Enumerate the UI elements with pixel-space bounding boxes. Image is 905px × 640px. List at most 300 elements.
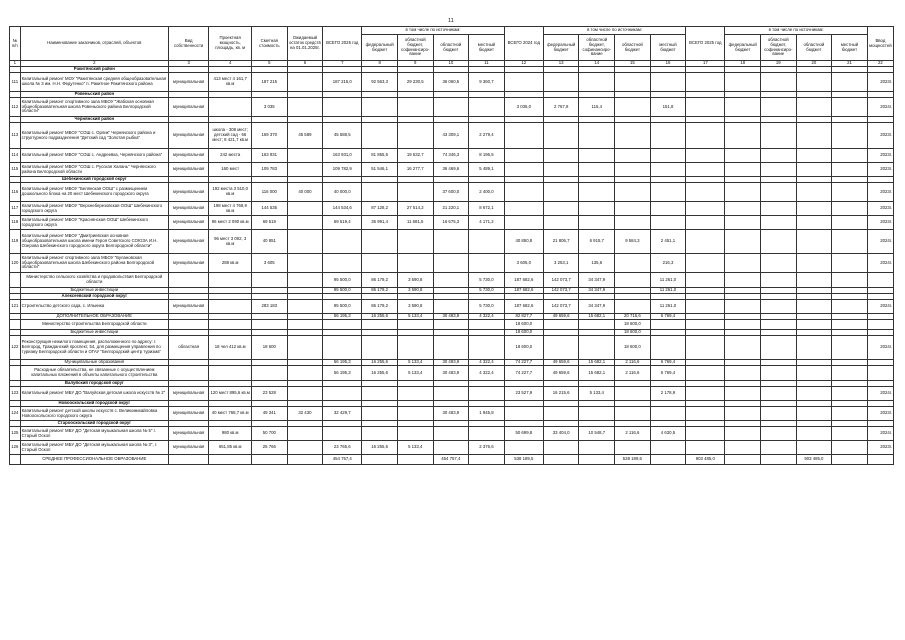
value-col-13 <box>543 149 579 163</box>
column-number: 15 <box>615 61 651 67</box>
value-col-7 <box>323 230 362 254</box>
object-name: Капитальный ремонт МБОУ "СОШ с. Русская Халань" Чернянского района Белгородской области <box>20 163 168 177</box>
value-col-8: 87 128,2 <box>362 202 398 216</box>
value-col-13: 142 073,7 <box>543 273 579 288</box>
capacity: 242 места <box>209 149 252 163</box>
value-col-16: 6 769,4 <box>650 366 686 381</box>
row-number: 119 <box>10 230 21 254</box>
value-col-7 <box>323 387 362 401</box>
value-col-16: 11 261,0 <box>650 300 686 314</box>
value-col-16: 6 769,4 <box>650 360 686 366</box>
capacity: 40 мест 768,7 кв.м <box>209 407 252 421</box>
value-col-11: 5 730,0 <box>469 273 505 288</box>
value-col-20 <box>796 387 832 401</box>
summary-row <box>10 273 894 288</box>
capacity <box>209 320 252 330</box>
capacity: 18 чел 412 кв.м <box>209 336 252 360</box>
value-col-12: 187 682,6 <box>504 288 543 294</box>
value-col-16: 2 451,1 <box>650 230 686 254</box>
value-col-7: 56 195,3 <box>323 366 362 381</box>
estimated-cost: 187 215 <box>252 73 288 92</box>
value-col-15: 2 116,6 <box>615 360 651 366</box>
value-col-15 <box>615 300 651 314</box>
ownership: муниципальная <box>168 441 208 455</box>
value-col-19 <box>761 73 797 92</box>
header-no: № п/п <box>10 27 21 61</box>
value-col-14 <box>579 149 615 163</box>
value-col-14 <box>579 441 615 455</box>
value-col-7: 69 519,4 <box>323 216 362 230</box>
value-col-12 <box>504 216 543 230</box>
value-col-8: 86 179,2 <box>362 273 398 288</box>
value-col-17 <box>686 320 725 330</box>
value-col-10 <box>433 300 469 314</box>
estimated-cost: 40 851 <box>252 230 288 254</box>
ownership: муниципальная <box>168 387 208 401</box>
estimated-cost: 23 528 <box>252 387 288 401</box>
value-col-7: 40 000,0 <box>323 183 362 202</box>
value-col-21 <box>832 98 868 117</box>
table-row <box>10 441 894 455</box>
column-number: 7 <box>323 61 362 67</box>
value-col-15 <box>615 407 651 421</box>
table-row <box>10 407 894 421</box>
column-number: 13 <box>543 61 579 67</box>
row-number: 124 <box>10 407 21 421</box>
row-number <box>10 366 21 381</box>
value-col-11 <box>469 230 505 254</box>
object-name: Капитальный ремонт детской школы искусств с. Великомихайловка Новооскольского городского округа <box>20 407 168 421</box>
header-obl: областной бюджет <box>615 35 651 61</box>
object-name: Капитальный ремонт спортивного зала МБОУ "Булановская общеобразовательная школа Шебекинского района Белгородской области" <box>20 254 168 273</box>
header-fed: федеральный бюджет <box>725 35 761 61</box>
expected-remainder <box>287 366 323 381</box>
value-col-17 <box>686 123 725 149</box>
value-col-11: 8 196,5 <box>469 149 505 163</box>
value-col-11: 5 730,0 <box>469 288 505 294</box>
table-row <box>10 73 894 92</box>
value-col-20: 903 485,0 <box>796 455 832 465</box>
value-col-12: 538 189,5 <box>504 455 543 465</box>
commission-year <box>867 273 893 288</box>
estimated-cost: 169 370 <box>252 123 288 149</box>
summary-name: Бюджетные инвестиции <box>20 288 168 294</box>
value-col-21 <box>832 336 868 360</box>
value-col-16 <box>650 441 686 455</box>
value-col-11 <box>469 427 505 441</box>
expected-remainder <box>287 427 323 441</box>
value-col-10 <box>433 427 469 441</box>
capacity <box>209 98 252 117</box>
value-col-11: 9 360,7 <box>469 73 505 92</box>
column-number: 4 <box>209 61 252 67</box>
value-col-9: 27 514,2 <box>397 202 433 216</box>
value-col-15 <box>615 149 651 163</box>
value-col-12: 3 035,0 <box>504 98 543 117</box>
value-col-20 <box>796 216 832 230</box>
estimated-cost: 18 600 <box>252 336 288 360</box>
value-col-7 <box>323 254 362 273</box>
column-number: 2 <box>20 61 168 67</box>
value-col-7: 23 765,6 <box>323 441 362 455</box>
header-sources-2025: в том числе по источникам: <box>362 27 504 35</box>
value-col-18 <box>725 300 761 314</box>
value-col-13 <box>543 336 579 360</box>
value-col-21 <box>832 183 868 202</box>
value-col-16: 11 261,0 <box>650 288 686 294</box>
column-number: 20 <box>796 61 832 67</box>
value-col-9: 5 133,4 <box>397 314 433 320</box>
value-col-8: 16 255,6 <box>362 360 398 366</box>
table-header <box>10 27 894 67</box>
value-col-13: 3 253,1 <box>543 254 579 273</box>
commission-year: 2023г. <box>867 123 893 149</box>
estimated-cost: 144 535 <box>252 202 288 216</box>
value-col-18 <box>725 407 761 421</box>
row-number <box>10 455 21 465</box>
object-name: Капитальный ремонт МБУ ДО "Детская музыкальная школа № 3", г. Старый Оскол <box>20 441 168 455</box>
value-col-19 <box>761 98 797 117</box>
value-col-8 <box>362 336 398 360</box>
value-col-18 <box>725 427 761 441</box>
value-col-20 <box>796 427 832 441</box>
value-col-13: 49 659,6 <box>543 366 579 381</box>
header-total-2025: ВСЕГО 2025 год <box>323 27 362 61</box>
column-number: 1 <box>10 61 21 67</box>
value-col-21 <box>832 149 868 163</box>
value-col-20 <box>796 73 832 92</box>
object-name: Капитальный ремонт МБУ ДО "Валуйская детская школа искусств № 2" <box>20 387 168 401</box>
expected-remainder <box>287 300 323 314</box>
value-col-16: 4 630,5 <box>650 427 686 441</box>
commission-year: 2023г. <box>867 149 893 163</box>
value-col-20 <box>796 163 832 177</box>
value-col-19 <box>761 273 797 288</box>
value-col-13 <box>543 123 579 149</box>
value-col-15: 20 716,6 <box>615 314 651 320</box>
value-col-14: 5 133,4 <box>579 387 615 401</box>
value-col-9: 5 133,4 <box>397 441 433 455</box>
value-col-20 <box>796 320 832 330</box>
value-col-16 <box>650 216 686 230</box>
value-col-7: 163 931,0 <box>323 149 362 163</box>
capacity: 120 мест 895,6 кв.м <box>209 387 252 401</box>
value-col-9: 19 532,7 <box>397 149 433 163</box>
value-col-8 <box>362 183 398 202</box>
value-col-10 <box>433 254 469 273</box>
summary-row <box>10 455 894 465</box>
row-number: 120 <box>10 254 21 273</box>
value-col-11 <box>469 320 505 330</box>
value-col-13: 2 767,8 <box>543 98 579 117</box>
value-col-13 <box>543 202 579 216</box>
value-col-18 <box>725 216 761 230</box>
value-col-19 <box>761 441 797 455</box>
expected-remainder: 45 589 <box>287 123 323 149</box>
capacity: 96 мест 3 092, 3 кв.м <box>209 230 252 254</box>
value-col-11: 2 400,0 <box>469 183 505 202</box>
district-name: Чернянский район <box>20 117 168 123</box>
row-number: 121 <box>10 300 21 314</box>
value-col-15: 2 116,6 <box>615 427 651 441</box>
value-col-21 <box>832 202 868 216</box>
value-col-17 <box>686 273 725 288</box>
value-col-18 <box>725 366 761 381</box>
value-col-7 <box>323 320 362 330</box>
value-col-7 <box>323 336 362 360</box>
commission-year: 2023г. <box>867 407 893 421</box>
value-col-11: 4 322,4 <box>469 360 505 366</box>
object-name: Строительство детского сада, с. Ильинка <box>20 300 168 314</box>
value-col-18 <box>725 202 761 216</box>
column-number: 21 <box>832 61 868 67</box>
value-col-8 <box>362 123 398 149</box>
commission-year <box>867 366 893 381</box>
value-col-19 <box>761 455 797 465</box>
value-col-18 <box>725 123 761 149</box>
value-col-20 <box>796 300 832 314</box>
summary-name: Бюджетные инвестиции <box>20 330 168 336</box>
ownership: муниципальная <box>168 300 208 314</box>
value-col-20 <box>796 366 832 381</box>
object-name: Капитальный ремонт спортивного зала МБОУ "Жабская основная общеобразовательная школа Ровеньского района Белгородской области" <box>20 98 168 117</box>
ownership: муниципальная <box>168 254 208 273</box>
ownership: муниципальная <box>168 230 208 254</box>
value-col-17 <box>686 98 725 117</box>
row-number: 125 <box>10 427 21 441</box>
value-col-8: 86 179,2 <box>362 288 398 294</box>
value-col-11 <box>469 336 505 360</box>
ownership <box>168 273 208 288</box>
header-obl-cof: областной бюджет, софинансиро-вание <box>397 35 433 61</box>
value-col-21 <box>832 407 868 421</box>
ownership: муниципальная <box>168 427 208 441</box>
commission-year: 2023г. <box>867 73 893 92</box>
expected-remainder <box>287 149 323 163</box>
header-sources-2024: в том числе по источникам: <box>543 27 685 35</box>
value-col-16: 2 178,9 <box>650 387 686 401</box>
value-col-8 <box>362 98 398 117</box>
ownership: муниципальная <box>168 149 208 163</box>
value-col-17 <box>686 336 725 360</box>
value-col-10: 21 220,1 <box>433 202 469 216</box>
value-col-18 <box>725 163 761 177</box>
summary-name: СРЕДНЕЕ ПРОФЕССИОНАЛЬНОЕ ОБРАЗОВАНИЕ <box>20 455 168 465</box>
estimated-cost <box>252 455 288 465</box>
value-col-10 <box>433 441 469 455</box>
header-obl-cof: областной бюджет, софинансиро-вание <box>761 35 797 61</box>
value-col-21 <box>832 163 868 177</box>
value-col-15: 18 600,0 <box>615 336 651 360</box>
table-row <box>10 427 894 441</box>
value-col-17 <box>686 441 725 455</box>
value-col-8 <box>362 230 398 254</box>
estimated-cost: 3 605 <box>252 254 288 273</box>
value-col-15: 18 600,0 <box>615 330 651 336</box>
commission-year: 2024г. <box>867 254 893 273</box>
value-col-21 <box>832 320 868 330</box>
capacity: 160 мест <box>209 163 252 177</box>
value-col-10: 30 483,9 <box>433 366 469 381</box>
value-col-9: 16 277,7 <box>397 163 433 177</box>
commission-year: 2023г. <box>867 216 893 230</box>
district-name: Ровеньский район <box>20 92 168 98</box>
value-col-19 <box>761 366 797 381</box>
value-col-14: 10 548,7 <box>579 427 615 441</box>
value-col-18 <box>725 183 761 202</box>
value-col-13: 142 073,7 <box>543 300 579 314</box>
value-col-21 <box>832 427 868 441</box>
estimated-cost: 69 519 <box>252 216 288 230</box>
value-col-13 <box>543 183 579 202</box>
value-col-15 <box>615 73 651 92</box>
commission-year: 2023г. <box>867 183 893 202</box>
value-col-12: 18 600,0 <box>504 320 543 330</box>
value-col-14 <box>579 202 615 216</box>
value-col-14 <box>579 407 615 421</box>
value-col-15 <box>615 441 651 455</box>
value-col-14 <box>579 163 615 177</box>
value-col-17 <box>686 254 725 273</box>
row-number: 113 <box>10 123 21 149</box>
header-fed: федеральный бюджет <box>543 35 579 61</box>
value-col-18 <box>725 149 761 163</box>
value-col-8: 92 563,3 <box>362 73 398 92</box>
value-col-19 <box>761 183 797 202</box>
value-col-16 <box>650 73 686 92</box>
value-col-10 <box>433 273 469 288</box>
header-total-2024: ВСЕГО 2024 год <box>504 27 543 61</box>
value-col-9: 3 590,8 <box>397 300 433 314</box>
value-col-12: 74 227,7 <box>504 366 543 381</box>
value-col-19 <box>761 427 797 441</box>
value-col-19 <box>761 202 797 216</box>
value-col-12 <box>504 183 543 202</box>
table-row <box>10 202 894 216</box>
commission-year <box>867 320 893 330</box>
value-col-16: 6 769,4 <box>650 314 686 320</box>
value-col-17 <box>686 183 725 202</box>
commission-year: 2024г. <box>867 387 893 401</box>
value-col-9 <box>397 387 433 401</box>
object-name: Капитальный ремонт МБОУ "СОШ с. Андреевка, Чернянского района" <box>20 149 168 163</box>
value-col-20 <box>796 202 832 216</box>
column-number: 18 <box>725 61 761 67</box>
header-cost: Сметная стоимость <box>252 27 288 61</box>
value-col-18 <box>725 455 761 465</box>
value-col-11: 2 376,6 <box>469 441 505 455</box>
expected-remainder: 40 000 <box>287 183 323 202</box>
expected-remainder <box>287 163 323 177</box>
value-col-12 <box>504 149 543 163</box>
row-number: 126 <box>10 441 21 455</box>
value-col-15: 18 600,0 <box>615 320 651 330</box>
value-col-21 <box>832 230 868 254</box>
value-col-12: 74 227,7 <box>504 360 543 366</box>
object-name: Капитальный ремонт МБУ ДО "Детская музыкальная школа № 5" г. Старый Оскол <box>20 427 168 441</box>
value-col-9 <box>397 254 433 273</box>
column-number: 12 <box>504 61 543 67</box>
value-col-8: 16 255,6 <box>362 441 398 455</box>
estimated-cost <box>252 366 288 381</box>
header-obl: областной бюджет <box>433 35 469 61</box>
value-col-11: 1 945,8 <box>469 407 505 421</box>
value-col-9 <box>397 123 433 149</box>
summary-name: Расходные обязательства, не связанные с осуществлением капитальных вложений в объекты капитального строительства <box>20 366 168 381</box>
value-col-15 <box>615 216 651 230</box>
capacity <box>209 455 252 465</box>
value-col-14: 6 915,7 <box>579 230 615 254</box>
value-col-12: 50 699,8 <box>504 427 543 441</box>
value-col-9 <box>397 320 433 330</box>
commission-year: 2024г. <box>867 98 893 117</box>
value-col-17 <box>686 230 725 254</box>
value-col-20 <box>796 336 832 360</box>
value-col-14: 135,6 <box>579 254 615 273</box>
column-number: 8 <box>362 61 398 67</box>
row-number: 117 <box>10 202 21 216</box>
value-col-17 <box>686 407 725 421</box>
value-col-19 <box>761 123 797 149</box>
header-obl: областной бюджет <box>796 35 832 61</box>
expected-remainder: 32 430 <box>287 407 323 421</box>
value-col-13 <box>543 407 579 421</box>
value-col-8 <box>362 455 398 465</box>
value-col-13 <box>543 73 579 92</box>
value-col-20 <box>796 273 832 288</box>
capacity: 96 мест 2 090 кв.м <box>209 216 252 230</box>
capacity: школа - 308 мест; детский сад - 66 мест; 8 421,7 кв.м <box>209 123 252 149</box>
capital-repair-table <box>9 26 894 465</box>
value-col-7 <box>323 427 362 441</box>
value-col-8: 86 179,2 <box>362 300 398 314</box>
value-col-9: 5 133,4 <box>397 366 433 381</box>
value-col-15: 2 116,6 <box>615 366 651 381</box>
value-col-10: 454 757,4 <box>433 455 469 465</box>
value-col-7: 95 500,0 <box>323 300 362 314</box>
column-number: 6 <box>287 61 323 67</box>
value-col-17 <box>686 149 725 163</box>
table-row <box>10 387 894 401</box>
estimated-cost: 49 341 <box>252 407 288 421</box>
estimated-cost: 283 183 <box>252 300 288 314</box>
value-col-14 <box>579 216 615 230</box>
value-col-14 <box>579 123 615 149</box>
estimated-cost <box>252 320 288 330</box>
value-col-12 <box>504 441 543 455</box>
value-col-9: 3 590,8 <box>397 273 433 288</box>
header-local: местный бюджет <box>832 35 868 61</box>
value-col-9 <box>397 427 433 441</box>
column-number: 9 <box>397 61 433 67</box>
value-col-12 <box>504 163 543 177</box>
ownership: муниципальная <box>168 98 208 117</box>
column-number: 3 <box>168 61 208 67</box>
estimated-cost: 50 700 <box>252 427 288 441</box>
value-col-11: 4 322,4 <box>469 314 505 320</box>
table-row <box>10 336 894 360</box>
value-col-12: 40 850,8 <box>504 230 543 254</box>
capacity <box>209 273 252 288</box>
value-col-17 <box>686 366 725 381</box>
value-col-7: 187 215,0 <box>323 73 362 92</box>
value-col-20 <box>796 183 832 202</box>
value-col-10: 36 469,6 <box>433 163 469 177</box>
row-number: 116 <box>10 183 21 202</box>
value-col-12 <box>504 202 543 216</box>
object-name: Капитальный ремонт МОУ "Ракитянская средняя общеобразовательная школа № 3 им. Н.Н. Федутенко" п. Ракитное Ракитянского района <box>20 73 168 92</box>
value-col-15 <box>615 183 651 202</box>
